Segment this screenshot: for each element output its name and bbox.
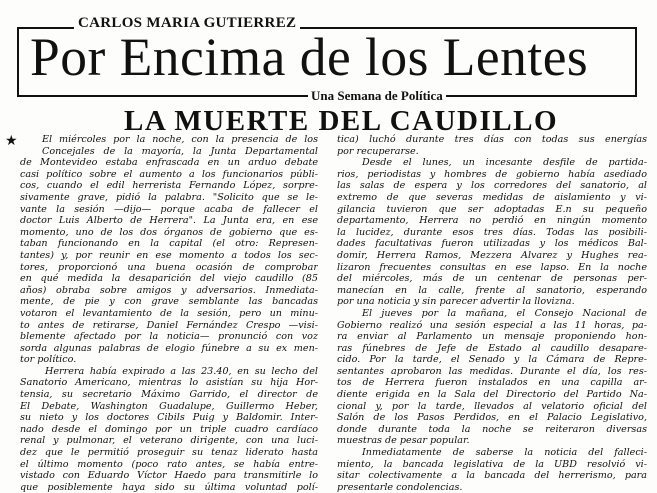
article-line: lizaron frecuentes consultas en ese lapso. En la noche [337, 261, 647, 273]
article-line: extremo de que severas medidas de aislamiento y vi- [337, 191, 647, 203]
article-line: tor político. [20, 354, 77, 366]
article-line: miento, la bancada legislativa de la UBD resolvió vi- [337, 458, 647, 470]
article-line: Desde el lunes, un incesante desfile de partida- [362, 157, 647, 169]
article-line: donde durante toda la noche se reiteraron diversas [337, 423, 647, 435]
article-line: tensia, su secretario Máximo Garrido, el director de [20, 389, 318, 401]
article-line: doctor Luis Alberto de Herrera". La Junta era, en ese [20, 215, 318, 227]
article-line: tos de Herrera fueron instalados en una capilla ar- [337, 377, 647, 389]
article-line: renal y pulmonar, el veterano dirigente, con una luci- [20, 435, 318, 447]
article-column-right [337, 134, 647, 493]
article-line: taban funcionando en la capital (el otro: Represen- [20, 238, 318, 250]
article-line: ra enviar al Parlamento un mensaje proponiendo hon- [337, 331, 647, 343]
article-line: sivamente grave, pidió la palabra. "Solicito que se le- [20, 191, 318, 203]
article-line: dades facultativas fueron utilizadas y los médicos Bal- [337, 238, 647, 250]
article-line: to antes de retirarse, Daniel Fernández Crespo —visi- [20, 319, 318, 331]
article-line: vante la sesión —dijo— porque acaba de fallecer el [20, 203, 318, 215]
article-line: cos, cuando el edil herrerista Fernando López, sorpre- [20, 180, 318, 192]
article-line: El jueves por la mañana, el Consejo Nacional de [362, 307, 647, 319]
article-line: departamento, Herrera no perdió en ningún momento [337, 215, 647, 227]
article-line: la lucidez, durante esos tres días. Todas las posibili- [337, 226, 647, 238]
article-line: tica) luchó durante tres días con todas sus energías [337, 134, 647, 145]
article-line: dez que le permitió proseguir su tenaz liderato hasta [20, 447, 318, 459]
star-icon: ★ [5, 133, 18, 149]
article-line: tantes) y, por reunir en ese momento a todos los sec- [20, 249, 318, 261]
article-line: años) obraba sobre amigos y adversarios. Inmediata- [20, 284, 318, 296]
author-byline: CARLOS MARIA GUTIERREZ [74, 15, 300, 32]
column-title: Por Encima de los Lentes [30, 27, 589, 87]
article-line: Inmediatamente de saberse la noticia del falleci- [362, 447, 647, 459]
article-line: en qué medida la desaparición del viejo caudillo (85 [20, 273, 318, 285]
article-line: que posiblemente haya sido su última voluntad polí- [20, 481, 318, 493]
article-line: mente, de pie y con grave semblante las bancadas [20, 296, 318, 308]
article-line: Sanatorio Americano, mientras lo asistían su hija Hor- [20, 377, 318, 389]
article-line: tores, proporcionó una buena ocasión de comprobar [20, 261, 318, 273]
article-line: por recuperarse. [337, 145, 419, 157]
article-line: votaron el levantamiento de la sesión, pero un minu- [20, 307, 318, 319]
article-line: las salas de espera y los corredores del sanatorio, al [337, 180, 647, 192]
article-line: domir, Herrera Ramos, Mezzera Alvarez y Hughes rea- [337, 249, 647, 261]
article-line: su nieto y los doctores Cibils Puig y Baldomir. Inter- [20, 412, 318, 424]
article-line: vistado con Eduardo Víctor Haedo para transmitirle lo [20, 470, 318, 482]
article-line: cional y, por la tarde, llevados al velatorio oficial del [337, 400, 647, 412]
article-line: por una noticia y sin parecer advertir la llovizna. [337, 296, 575, 308]
article-line: El miércoles por la noche, con la presencia de los [42, 134, 318, 145]
article-line: El Debate, Washington Guadalupe, Guillermo Heber, [20, 400, 318, 412]
column-subtitle: Una Semana de Política [308, 88, 446, 104]
article-line: cido. Por la tarde, el Senado y la Cámara de Repre- [337, 354, 647, 366]
article-line: manecían en la calle, frente al sanatorio, esperando [337, 284, 647, 296]
article-line: de Montevideo estaba enfrascada en un arduo debate [20, 157, 318, 169]
article-line: Herrera había expirado a las 23.40, en su lecho del [45, 365, 318, 377]
article-line: Concejales de la mayoría, la Junta Departamental [42, 145, 318, 157]
article-line: sitar colectivamente a la bancada del herrerismo, para [337, 470, 647, 482]
article-line: rios, periodistas y hombres de gobierno había asediado [337, 168, 647, 180]
article-line: Gobierno realizó una sesión especial a las 11 horas, pa- [337, 319, 647, 331]
article-line: ras fúnebres de Jefe de Estado al caudillo desapare- [337, 342, 647, 354]
article-line: sentantes aprobaron las medidas. Durante el día, los res- [337, 365, 647, 377]
article-line: nado desde el domingo por un triple cuadro cardíaco [20, 423, 318, 435]
article-line: diente erigida en la Sala del Directorio del Partido Na- [337, 389, 647, 401]
article-column-left [20, 134, 318, 493]
article-line: Salón de los Pasos Perdidos, en el Palacio Legislativo, [337, 412, 647, 424]
article-line: momento, uno de los dos órganos de gobierno que es- [20, 226, 318, 238]
article-line: blemente afectado por la noticia— pronunció con voz [20, 331, 318, 343]
article-line: sorda algunas palabras de elogio fúnebre a su ex men- [20, 342, 318, 354]
article-line: casi político sobre el aumento a los funcionarios públi- [20, 168, 318, 180]
article-line: el último momento (poco rato antes, se había entre- [20, 458, 318, 470]
article-line: del miércoles, más de un centenar de personas per- [337, 273, 647, 285]
article-line: muestras de pesar popular. [337, 435, 470, 447]
article-line: gilancia tuvieron que ser adoptadas E.n su pequeño [337, 203, 647, 215]
article-line: presentarle condolencias. [337, 481, 463, 493]
article-headline: LA MUERTE DEL CAUDILLO [124, 105, 559, 137]
